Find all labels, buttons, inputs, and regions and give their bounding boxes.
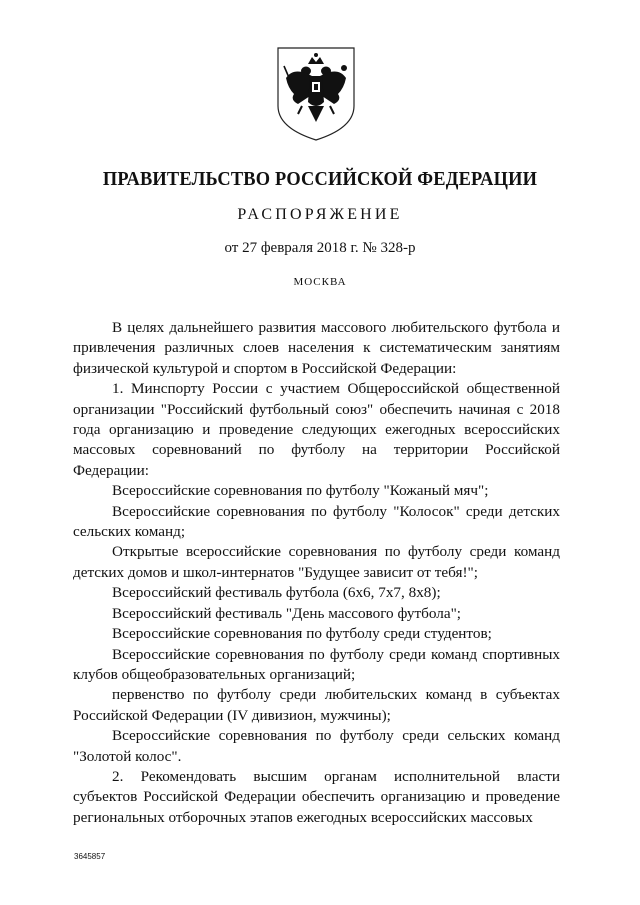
document-id: 3645857 bbox=[74, 852, 106, 861]
paragraph: Всероссийские соревнования по футболу среди команд спортивных клубов общеобразовательных организаций; bbox=[73, 645, 560, 683]
paragraph: первенство по футболу среди любительских команд в субъектах Российской Федерации (IV дивизион, мужчины); bbox=[73, 686, 560, 724]
paragraph: Всероссийский фестиваль футбола (6х6, 7х7, 8х8); bbox=[112, 584, 441, 602]
russian-coat-of-arms-icon bbox=[272, 44, 360, 144]
government-title: ПРАВИТЕЛЬСТВО РОССИЙСКОЙ ФЕДЕРАЦИИ bbox=[102, 168, 538, 190]
paragraph: 2. Рекомендовать высшим органам исполнительной власти субъектов Российской Федерации обеспечить организацию и проведение региональных отборочных этапов ежегодных всероссийских массовых bbox=[73, 767, 560, 826]
date-and-number: от 27 февраля 2018 г. № 328-р bbox=[224, 240, 416, 256]
paragraph: Открытые всероссийские соревнования по футболу среди команд детских домов и школ-интернатов "Будущее зависит от тебя!"; bbox=[73, 543, 560, 581]
paragraph: Всероссийские соревнования по футболу среди сельских команд "Золотой колос". bbox=[73, 727, 560, 765]
paragraph: 1. Минспорту России с участием Общероссийской общественной организации "Российский футбольный союз" обеспечить начиная с 2018 года организацию и проведение следующих ежегодных всероссийских массовых соревнований по футболу на территории Российской Федерации: bbox=[73, 380, 560, 479]
paragraph: Всероссийские соревнования по футболу "Колосок" среди детских сельских команд; bbox=[73, 502, 560, 541]
document-body bbox=[73, 318, 560, 828]
paragraph: В целях дальнейшего развития массового любительского футбола и привлечения различных слоев населения к систематическим занятиям физической культурой и спортом в Российской Федерации: bbox=[73, 319, 560, 377]
paragraph: Всероссийские соревнования по футболу среди студентов; bbox=[112, 625, 492, 643]
paragraph: Всероссийские соревнования по футболу "Кожаный мяч"; bbox=[112, 482, 489, 500]
paragraph: Всероссийский фестиваль "День массового футбола"; bbox=[112, 604, 462, 622]
city: МОСКВА bbox=[293, 276, 347, 288]
document-type: РАСПОРЯЖЕНИЕ bbox=[237, 206, 403, 223]
